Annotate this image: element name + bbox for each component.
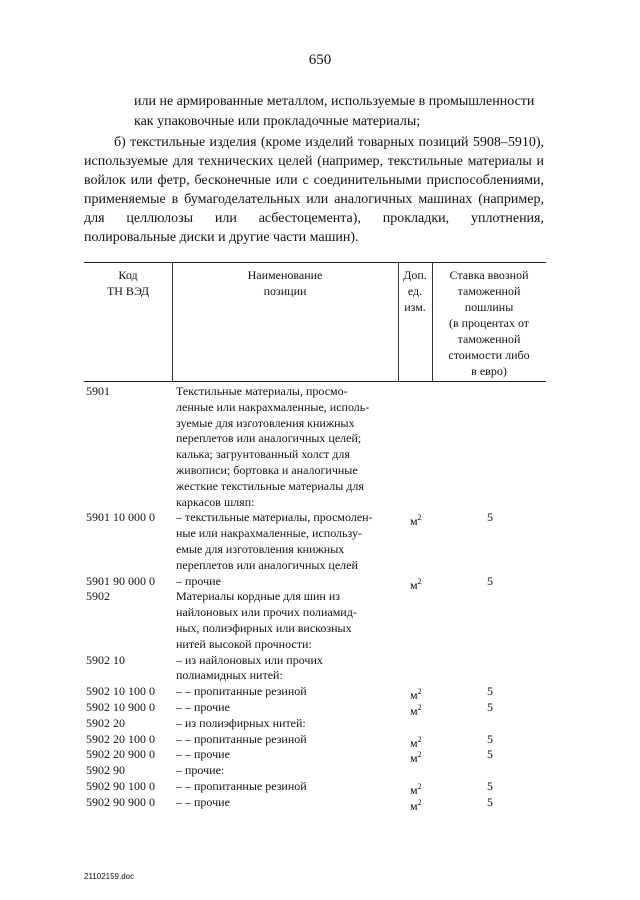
- description-line: жесткие текстильные материалы для: [176, 478, 364, 493]
- unit-exponent: 2: [417, 750, 422, 760]
- header-code: [84, 267, 172, 299]
- description-line: нитей высокой прочности:: [176, 636, 312, 651]
- tn-ved-code: 5901 10 000 0: [86, 510, 155, 525]
- tn-ved-code: 5901 90 000 0: [86, 573, 155, 588]
- description-line: ные или накрахмаленные, использу-: [176, 526, 362, 541]
- duty-rate: 5: [487, 700, 493, 714]
- header-unit: [398, 267, 432, 315]
- description-line: – прочие: [176, 573, 221, 588]
- header-line: ТН ВЭД: [106, 284, 150, 298]
- description-line: зуемые для изготовления книжных: [176, 415, 355, 430]
- description-line: Материалы кордные для шин из: [176, 589, 340, 604]
- description-line: – – прочие: [176, 794, 230, 809]
- tn-ved-code: 5902 90 100 0: [86, 779, 155, 793]
- duty-rate: 5: [487, 731, 493, 746]
- tn-ved-code: 5902: [86, 589, 110, 604]
- position-description: [176, 384, 401, 510]
- description-line: калька; загрунтованный холст для: [176, 447, 350, 462]
- header-line: Ставка ввозной: [449, 268, 529, 282]
- tn-ved-code: 5902 20 900 0: [86, 747, 155, 762]
- description-line: – – прочие: [176, 700, 230, 714]
- header-line: Доп.: [403, 268, 427, 282]
- file-name-footer: 21102159.doc: [84, 872, 135, 881]
- tn-ved-code: 5902 90: [86, 763, 125, 778]
- duty-rate: 5: [487, 573, 493, 588]
- position-description: [176, 589, 401, 652]
- unit-exponent: 2: [417, 513, 422, 523]
- position-description: [176, 700, 401, 716]
- tn-ved-code: 5902 10 100 0: [86, 684, 155, 699]
- header-line: в евро): [471, 364, 507, 378]
- description-line: найлоновых или прочих полиамид-: [176, 605, 357, 620]
- intro-line-2: как упаковочные или прокладочные материалы;: [134, 114, 421, 129]
- table-header-rule: [84, 381, 546, 382]
- description-line: – из найлоновых или прочих: [176, 652, 323, 667]
- header-line: позиции: [263, 284, 307, 298]
- duty-rate: 5: [487, 684, 493, 699]
- header-line: Код: [118, 268, 138, 282]
- description-line: полиамидных нитей:: [176, 668, 283, 683]
- unit-exponent: 2: [417, 703, 422, 712]
- description-line: живописи; бортовка и аналогичные: [176, 462, 358, 477]
- description-line: каркасов шляп:: [176, 494, 255, 509]
- description-line: переплетов или аналогичных целей;: [176, 431, 362, 446]
- unit-symbol: м: [410, 751, 418, 766]
- description-line: – из полиэфирных нитей:: [176, 715, 306, 730]
- tn-ved-code: 5902 20 100 0: [86, 731, 155, 746]
- duty-rate: 5: [487, 794, 493, 809]
- page-number: 650: [308, 52, 332, 68]
- description-line: ленные или накрахмаленные, исполь-: [176, 399, 370, 414]
- unit-exponent: 2: [417, 797, 422, 807]
- duty-rate: 5: [487, 510, 493, 525]
- unit-symbol: м: [410, 735, 418, 750]
- description-line: – – пропитанные резиной: [176, 731, 307, 746]
- description-line: – – пропитанные резиной: [176, 684, 307, 699]
- description-line: – прочие:: [176, 763, 225, 778]
- position-description: [176, 510, 401, 573]
- unit-exponent: 2: [417, 734, 422, 744]
- description-line: – – прочие: [176, 747, 230, 762]
- unit-of-measure: [410, 510, 430, 530]
- position-description: [176, 795, 401, 811]
- table-top-rule: [84, 262, 546, 263]
- header-line: таможенной: [457, 284, 521, 298]
- header-line: изм.: [404, 300, 426, 314]
- description-line: Текстильные материалы, просмо-: [176, 384, 348, 398]
- duty-rate: 5: [487, 747, 493, 762]
- tn-ved-code: 5902 10: [86, 652, 125, 667]
- unit-symbol: м: [410, 783, 418, 797]
- unit-of-measure: [410, 747, 430, 767]
- position-description: [176, 732, 401, 748]
- position-description: [176, 653, 401, 685]
- unit-symbol: м: [410, 688, 418, 703]
- unit-exponent: 2: [417, 782, 422, 791]
- description-line: ных, полиэфирных или вискозных: [176, 620, 352, 635]
- unit-symbol: м: [410, 704, 418, 718]
- header-line: ед.: [407, 284, 423, 298]
- description-line: – текстильные материалы, просмолен-: [176, 510, 373, 525]
- position-description: [176, 763, 401, 779]
- header-line: пошлины: [464, 300, 514, 314]
- duty-rate: 5: [487, 779, 493, 793]
- header-rate: [432, 267, 546, 379]
- unit-of-measure: [410, 574, 430, 594]
- position-description: [176, 716, 401, 732]
- position-description: [176, 779, 401, 795]
- header-name: [172, 267, 398, 299]
- tn-ved-code: 5901: [86, 384, 110, 398]
- description-line: переплетов или аналогичных целей: [176, 557, 358, 572]
- unit-exponent: 2: [417, 687, 422, 697]
- paragraph-b: б) текстильные изделия (кроме изделий товарных позиций 5908–5910), используемые для технических целей (например, текстильные материалы и войлок или фетр, бесконечные или с соединительными приспособлениями, применяемые в бумагоделательных или аналогичных машинах (например, для целлюлозы или асбестоцемента), прокладки, уплотнения, полировальные диски и другие части машин).: [84, 135, 544, 245]
- position-description: [176, 747, 401, 763]
- unit-of-measure: [410, 700, 430, 720]
- position-description: [176, 684, 401, 700]
- header-line: стоимости либо: [448, 348, 530, 362]
- description-line: емые для изготовления книжных: [176, 541, 345, 556]
- unit-symbol: м: [410, 514, 418, 529]
- tn-ved-code: 5902 90 900 0: [86, 794, 155, 809]
- position-description: [176, 574, 401, 590]
- unit-of-measure: [410, 795, 430, 815]
- header-line: Наименование: [247, 268, 323, 282]
- description-line: – – пропитанные резиной: [176, 779, 307, 793]
- intro-line-1: или не армированные металлом, используемые в промышленности: [134, 94, 535, 109]
- tn-ved-code: 5902 20: [86, 715, 125, 730]
- unit-exponent: 2: [417, 576, 422, 586]
- header-line: (в процентах от: [448, 316, 530, 330]
- header-line: таможенной: [457, 332, 521, 346]
- unit-symbol: м: [410, 798, 418, 813]
- unit-symbol: м: [410, 577, 418, 592]
- tn-ved-code: 5902 10 900 0: [86, 700, 155, 714]
